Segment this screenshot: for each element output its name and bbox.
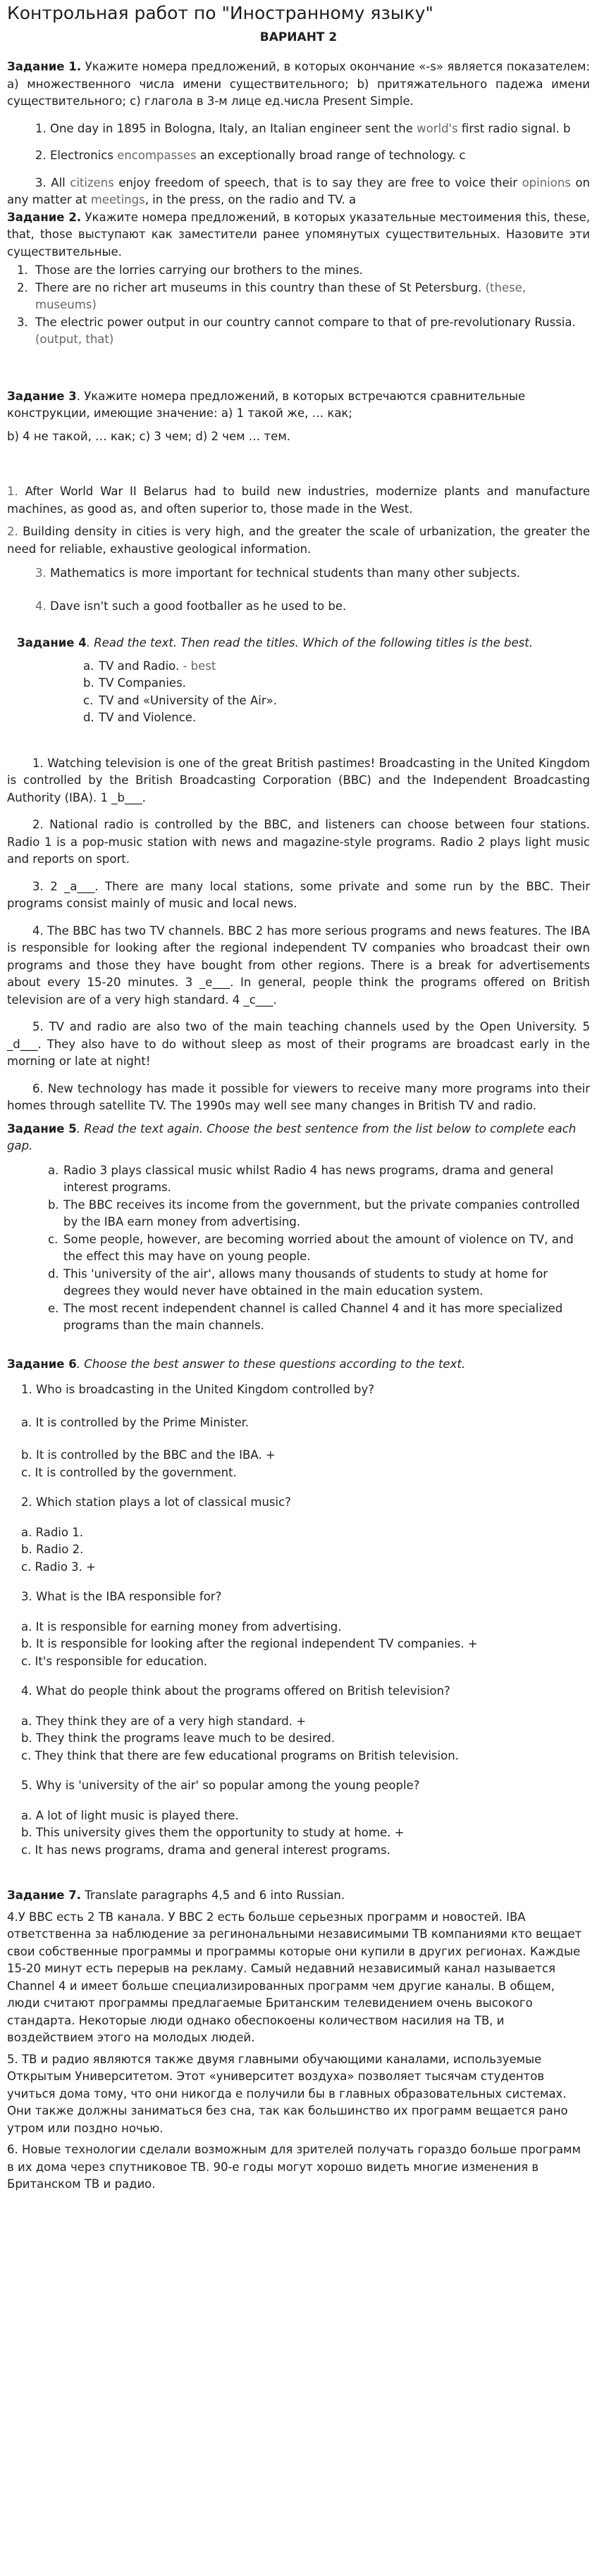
answer-option: b. They think the programs leave much to be desired. bbox=[21, 1731, 336, 1745]
task3-prompt bbox=[7, 388, 590, 423]
list-item: 2. There are no richer art museums in this country than these of St Petersburg. (these, museums) bbox=[17, 280, 527, 311]
answer-option: a. They think they are of a very high standard. + bbox=[21, 1714, 307, 1728]
task3-item-2: 2. Building density in cities is very high, and the greater the scale of urbanization, the greater the need for reliable, exhaustive geological information. bbox=[7, 525, 591, 556]
question-1: 1. Who is broadcasting in the United Kingdom controlled by? bbox=[21, 1383, 375, 1396]
answer-option: c. It has news programs, drama and general interest programs. bbox=[21, 1843, 390, 1857]
task6-text: . Choose the best answer to these questions according to the text. bbox=[76, 1357, 466, 1371]
task5-label: Задание 5 bbox=[7, 1121, 77, 1135]
list-item: c. Some people, however, are becoming worried about the amount of violence on TV, and the effect this may have on young people. bbox=[48, 1232, 574, 1263]
list-item: b. TV Companies. bbox=[83, 676, 186, 690]
task3-item-1: 1. After World War II Belarus had to build new industries, modernize plants and manufacture machines, as good as, and often superior to, those made in the West. bbox=[7, 485, 590, 516]
task1-text: Укажите номера предложений, в которых окончание «-s» является показателем: а) множественного числа имени существительного; b) притяжательного падежа имени существительного; с) глагола в 3-м лице ед.числа Present Simple. bbox=[7, 60, 591, 108]
task3-item-3: 3. Mathematics is more important for technical students than many other subjects. bbox=[35, 566, 521, 580]
task7-label: Задание 7. bbox=[7, 1889, 81, 1902]
task3-text: . Укажите номера предложений, в которых встречаются сравнительные конструкции, имеющие значение: а) 1 такой же, … как; bbox=[7, 389, 526, 420]
task5-options bbox=[7, 1162, 590, 1335]
task5-prompt bbox=[7, 1121, 590, 1155]
list-item: c. TV and «University of the Air». bbox=[83, 693, 277, 707]
answer-option: c. Radio 3. + bbox=[21, 1560, 96, 1574]
task1-prompt bbox=[7, 58, 590, 111]
page-title: Контрольная работ по "Иностранному языку" bbox=[7, 3, 433, 23]
question-3: 3. What is the IBA responsible for? bbox=[21, 1590, 222, 1603]
task2-label: Задание 2. bbox=[7, 210, 82, 224]
question-4: 4. What do people think about the programs offered on British television? bbox=[21, 1684, 450, 1698]
text-paragraph-5: 5. TV and radio are also two of the main teaching channels used by the Open University. 5 _d___. They also have to do without sleep as most of their programs are broadcast early in the morning or late at night! bbox=[7, 1020, 590, 1068]
list-item: a. TV and Radio. - best bbox=[83, 659, 216, 673]
text-paragraph-2: 2. National radio is controlled by the BBC, and listeners can choose between four stations. Radio 1 is a pop-music station with news and magazine-style programs. Radio 2 plays light music and reports on sport. bbox=[7, 818, 590, 866]
question-2: 2. Which station plays a lot of classical music? bbox=[21, 1495, 291, 1509]
list-item: e. The most recent independent channel is called Channel 4 and it has more specialized programs than the main channels. bbox=[48, 1301, 563, 1332]
list-item: 1. Those are the lorries carrying our brothers to the mines. bbox=[17, 263, 363, 277]
answer-option: a. A lot of light music is played there. bbox=[21, 1808, 239, 1822]
answer-option: a. It is responsible for earning money from advertising. bbox=[21, 1619, 342, 1634]
text-paragraph-4: 4. The BBC has two TV channels. BBC 2 has more serious programs and news features. The IBA is responsible for looking after the regional independent TV companies who broadcast their own programs and those they have bought from other regions. There is a break for advertisements about every 15-20 minutes. 3 _e___. In general, people think the programs offered on British television are of a very high standard. 4 _c___. bbox=[7, 923, 590, 1007]
task3-item-4: 4. Dave isn't such a good footballer as he used to be. bbox=[35, 599, 347, 613]
list-item: 3. The electric power output in our country cannot compare to that of pre-revolutionary Russia. (output, that) bbox=[17, 315, 576, 346]
variant-heading: ВАРИАНТ 2 bbox=[259, 30, 338, 44]
text-paragraph-6: 6. New technology has made it possible for viewers to receive many more programs into their homes through satellite TV. The 1990s may well see many changes in British TV and radio. bbox=[7, 1081, 590, 1112]
list-item: d. TV and Violence. bbox=[83, 711, 197, 724]
question-5: 5. Why is 'university of the air' so popular among the young people? bbox=[21, 1779, 420, 1792]
list-item: a. Radio 3 plays classical music whilst Radio 4 has news programs, drama and general interest programs. bbox=[48, 1163, 554, 1194]
translation-paragraph-5: 5. ТВ и радио являются также двумя главными обучающими каналами, используемые Открытым Университетом. Этот «университет воздуха» позволяет тысячам студентов учиться дома тому, что они никогда е получили бы в главных образовательных системах. Они также должны заниматься без сна, так как большинство их программ вещается рано утром или поздно ночью. bbox=[7, 2052, 568, 2135]
list-item: b. The BBC receives its income from the government, but the private companies controlled by the IBA earn money from advertising. bbox=[48, 1197, 580, 1228]
answer-option: b. This university gives them the opportunity to study at home. + bbox=[21, 1826, 405, 1839]
answer-option: c. It's responsible for education. bbox=[21, 1654, 208, 1668]
task3-key: b) 4 не такой, … как; c) 3 чем; d) 2 чем … тем. bbox=[7, 429, 291, 443]
task7-prompt bbox=[7, 1887, 590, 1905]
task4-label: Задание 4 bbox=[17, 636, 87, 649]
list-item: d. This 'university of the air', allows many thousands of students to study at home for degrees they would never have obtained in the main education system. bbox=[48, 1267, 548, 1298]
answer-option: a. It is controlled by the Prime Minister. bbox=[21, 1415, 250, 1429]
task2-prompt bbox=[7, 209, 590, 261]
answer-option: b. It is responsible for looking after the regional independent TV companies. + bbox=[21, 1637, 478, 1650]
task6-prompt bbox=[7, 1356, 590, 1374]
task1-item-3: 3. All citizens enjoy freedom of speech, that is to say they are free to voice their opinions on any matter at meetings, in the press, on the radio and TV. a bbox=[7, 175, 590, 206]
text-paragraph-1: 1. Watching television is one of the great British pastimes! Broadcasting in the United Kingdom is controlled by the British Broadcasting Corporation (BBC) and the Independent Broadcasting Authority (IBA). 1 _b___. bbox=[7, 756, 590, 804]
task2-list bbox=[7, 262, 590, 349]
task7-text: Translate paragraphs 4,5 and 6 into Russian. bbox=[80, 1889, 345, 1902]
task2-text: Укажите номера предложений, в которых указательные местоимения this, these, that, those выступают как заместители ранее упомянутых существительных. Назовите эти существительные. bbox=[7, 210, 590, 259]
task3-label: Задание 3 bbox=[7, 389, 77, 403]
task4-titles bbox=[7, 658, 590, 727]
task5-text: . Read the text again. Choose the best sentence from the list below to complete each gap. bbox=[7, 1121, 577, 1152]
answer-option: b. Radio 2. bbox=[21, 1543, 84, 1556]
task4-prompt bbox=[7, 635, 590, 652]
task1-label: Задание 1. bbox=[7, 60, 82, 73]
translation-paragraph-6: 6. Новые технологии сделали возможным для зрителей получать гораздо больше программ в их дома через спутниковое ТВ. 90-е годы могут хорошо видеть многие изменения в Британском ТВ и радио. bbox=[7, 2143, 581, 2191]
task1-item-1: 1. One day in 1895 in Bologna, Italy, an Italian engineer sent the world's first radio signal. b bbox=[35, 121, 571, 135]
answer-option: a. Radio 1. bbox=[21, 1525, 83, 1539]
translation-paragraph-4: 4.У BBC есть 2 ТВ канала. У BBC 2 есть больше серьезных программ и новостей. IBA ответственна за наблюдение за регинональными независимыми ТВ компаниями кто вещает свои собственные программы и программы которые они купили в других регионах. Каждые 15-20 минут есть перерыв на рекламу. Самый недавний независимый канал называется Channel 4 и имеет больше специализированных программ чем другие каналы. В общем, люди считают программы предлагаемые Британским телевидением очень высокого стандарта. Некоторые люди однако обеспокоены количеством насилия на ТВ, и воздействием этого на молодых людей. bbox=[7, 1910, 582, 2044]
task4-text: . Read the text. Then read the titles. Which of the following titles is the best. bbox=[86, 636, 533, 649]
task6-label: Задание 6 bbox=[7, 1357, 77, 1371]
task1-item-2: 2. Electronics encompasses an exceptionally broad range of technology. c bbox=[35, 149, 466, 162]
text-paragraph-3: 3. 2 _a___. There are many local stations, some private and some run by the BBC. Their programs consist mainly of music and local news. bbox=[7, 879, 590, 910]
answer-option: b. It is controlled by the BBC and the IBA. + bbox=[21, 1448, 276, 1462]
answer-option: c. It is controlled by the government. bbox=[21, 1465, 237, 1479]
answer-option: c. They think that there are few educational programs on British television. bbox=[21, 1748, 459, 1762]
